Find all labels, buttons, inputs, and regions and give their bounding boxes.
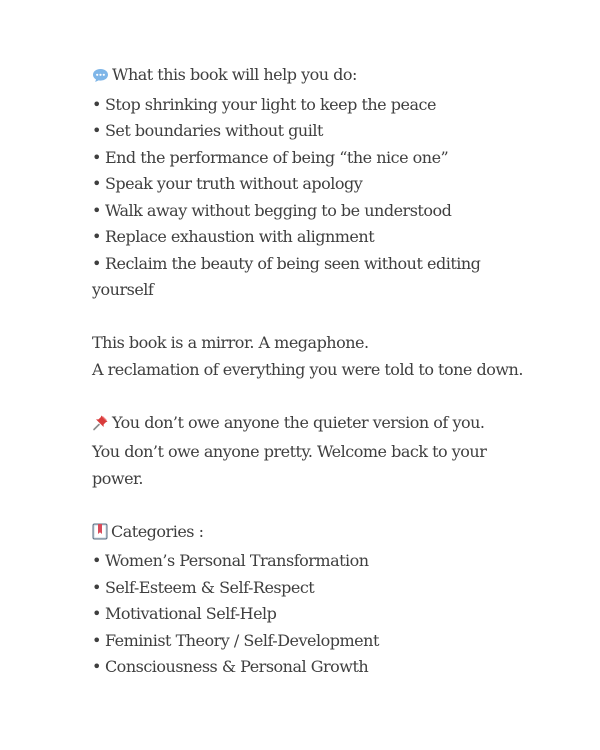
section-help-heading — [92, 62, 532, 92]
list-item: • End the performance of being “the nice one” — [92, 147, 449, 167]
list-item: • Motivational Self-Help — [92, 604, 277, 623]
list-item: • Replace exhaustion with alignment — [92, 227, 375, 246]
spacer — [92, 492, 532, 519]
categories-heading: Categories : — [92, 519, 532, 549]
reclamation-line: A reclamation of everything you were told to tone down. — [92, 359, 523, 379]
quieter-version-line: You don’t owe anyone the quieter version of you. — [92, 410, 532, 440]
welcome-back-line: You don’t owe anyone pretty. Welcome back to your power. — [92, 442, 487, 488]
pushpin-icon — [92, 413, 109, 440]
spacer — [92, 383, 532, 410]
list-item: • Speak your truth without apology — [92, 174, 363, 193]
book-description — [92, 62, 532, 681]
list-item: • Feminist Theory / Self-Development — [92, 630, 379, 650]
list-item: • Consciousness & Personal Growth — [92, 657, 369, 676]
list-item: • Stop shrinking your light to keep the peace — [92, 94, 436, 114]
list-item: • Walk away without begging to be understood — [92, 200, 452, 220]
list-item: • Self-Esteem & Self-Respect — [92, 577, 315, 597]
section-help-heading-text: What this book will help you do: — [112, 65, 357, 84]
mirror-line: This book is a mirror. A megaphone. — [92, 333, 369, 352]
speech-bubble-icon — [92, 65, 109, 92]
bookmark-book-icon — [92, 522, 108, 549]
spacer — [92, 304, 532, 331]
list-item: • Set boundaries without guilt — [92, 121, 323, 140]
list-item: • Women’s Personal Transformation — [92, 551, 369, 570]
list-item: • Reclaim the beauty of being seen without editing yourself — [92, 253, 481, 299]
